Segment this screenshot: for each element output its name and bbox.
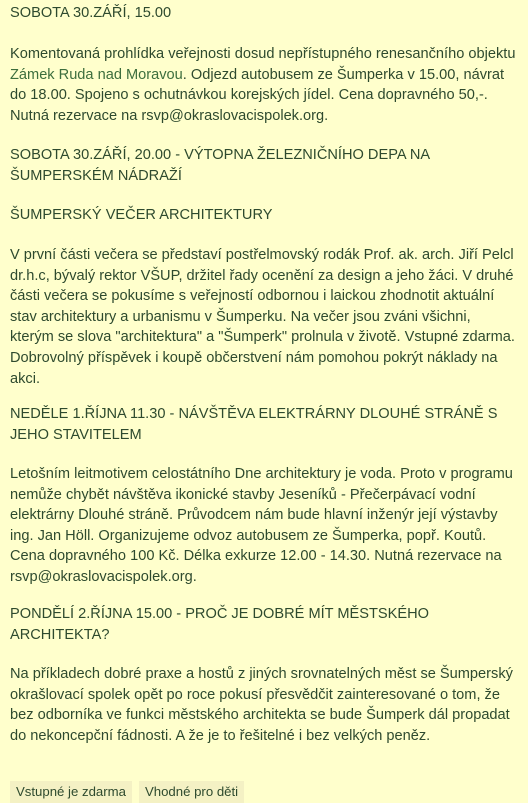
- event-2-heading: SOBOTA 30.ZÁŘÍ, 20.00 - VÝTOPNA ŽELEZNIČNÍHO DEPA NA ŠUMPERSKÉM NÁDRAŽÍ: [10, 147, 430, 184]
- event-2-paragraph: V první části večera se představí postřelmovský rodák Prof. ak. arch. Jiří Pelcl dr.h.c, bývalý rektor VŠUP, držitel řady ocenění za design a jeho žáci. V druhé části večera se pokusíme s veřejností odbornou i laickou zhodnotit aktuální stav architektury a urbanismu v Šumperku. Na večer jsou zváni všichni, kterým se slova "architektura" a "Šumperk" prolnula v životě. Vstupné zdarma. Dobrovolný příspěvek i koupě občerstvení nám pomohou pokrýt náklady na akci.: [10, 247, 515, 387]
- event-4-paragraph: Na příkladech dobré praxe a hostů z jiných srovnatelných měst se Šumperský okrašlovací spolek opět po roce pokusí přesvědčit zainteresované o tom, že bez odborníka ve funkci městského architekta se bude Šumperk dál propadat do nekoncepční fádnosti. A že je to řešitelné i bez velkých peněz.: [10, 666, 513, 744]
- event-1: [10, 3, 518, 24]
- event-1-body: [10, 44, 518, 126]
- event-1-paragraph: [10, 44, 518, 126]
- event-2-subheading-block: [10, 205, 518, 226]
- event-4-heading: PONDĚLÍ 2.ŘÍJNA 15.00 - PROČ JE DOBRÉ MÍT MĚSTSKÉHO ARCHITEKTA?: [10, 606, 429, 643]
- tag-kids-friendly[interactable]: Vhodné pro děti: [139, 781, 244, 803]
- event-2-body: [10, 245, 518, 389]
- event-4-body: [10, 664, 518, 746]
- event-2-subheading: ŠUMPERSKÝ VEČER ARCHITEKTURY: [10, 207, 273, 223]
- event-1-text-before-link: Komentovaná prohlídka veřejnosti dosud nepřístupného renesančního objektu: [10, 46, 516, 62]
- event-3-paragraph: Letošním leitmotivem celostátního Dne architektury je voda. Proto v programu nemůže chybět návštěva ikonické stavby Jeseníků - Přečerpávací vodní elektrárny Dlouhé stráně. Průvodcem nám bude hlavní inženýr její výstavby ing. Jan Höll. Organizujeme odvoz autobusem ze Šumperka, popř. Koutů. Cena dopravného 100 Kč. Délka exkurze 12.00 - 14.30. Nutná rezervace na rsvp@okraslovacispolek.org.: [10, 466, 513, 585]
- zamek-ruda-link[interactable]: Zámek Ruda nad Moravou: [10, 66, 183, 83]
- event-1-text-after-link: . Odjezd autobusem ze Šumperka v 15.00, návrat do 18.00. Spojeno s ochutnávkou korejských jídel. Cena dopravného 50,-. Nutná rezervace na rsvp@okraslovacispolek.org.: [10, 66, 505, 124]
- event-1-heading: SOBOTA 30.ZÁŘÍ, 15.00: [10, 5, 172, 21]
- event-3-body: [10, 464, 518, 588]
- event-3: [10, 404, 518, 445]
- event-2: [10, 145, 518, 186]
- event-3-heading: NEDĚLE 1.ŘÍJNA 11.30 - NÁVŠTĚVA ELEKTRÁRNY DLOUHÉ STRÁNĚ S JEHO STAVITELEM: [10, 406, 498, 443]
- tag-free-entry[interactable]: Vstupné je zdarma: [10, 781, 132, 803]
- event-4: [10, 604, 518, 645]
